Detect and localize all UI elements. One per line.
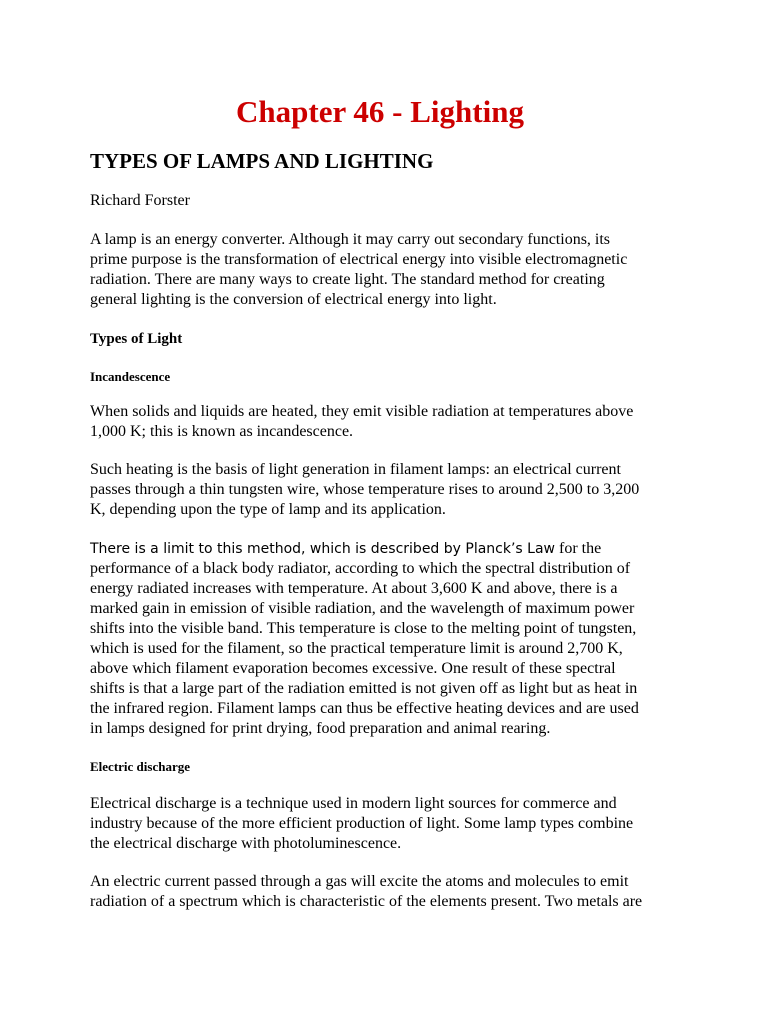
text-line: marked gain in emission of visible radiation, and the wavelength of maximum power (90, 600, 635, 617)
chapter-title: Chapter 46 - Lighting (236, 94, 524, 129)
text-line: A lamp is an energy converter. Although it may carry out secondary functions, its (90, 231, 611, 248)
text-line: K, depending upon the type of lamp and its application. (90, 501, 446, 518)
intro-paragraph (90, 230, 670, 310)
text-line: shifts into the visible band. This temperature is close to the melting point of tungsten, (90, 620, 637, 637)
text-line: Electrical discharge is a technique used in modern light sources for commerce and (90, 795, 617, 812)
text-line: in lamps designed for print drying, food preparation and animal rearing. (90, 720, 551, 737)
incandescence-paragraph-3 (90, 539, 670, 739)
text-line: which is used for the filament, so the practical temperature limit is around 2,700 K, (90, 640, 623, 657)
text-line: radiation of a spectrum which is characteristic of the elements present. Two metals are (90, 893, 643, 910)
text-line: prime purpose is the transformation of electrical energy into visible electromagnetic (90, 251, 628, 268)
text-line: shifts is that a large part of the radiation emitted is not given off as light but as heat in (90, 680, 638, 697)
text-run: for the (555, 540, 602, 557)
text-line: industry because of the more efficient production of light. Some lamp types combine (90, 815, 634, 832)
text-line: above which filament evaporation becomes excessive. One result of these spectral (90, 660, 616, 677)
text-line (90, 539, 670, 559)
incandescence-paragraph-1 (90, 402, 670, 442)
discharge-paragraph-1 (90, 794, 670, 854)
plancks-law-run: There is a limit to this method, which is described by Planck’s Law (90, 541, 556, 557)
text-line: the infrared region. Filament lamps can thus be effective heating devices and are used (90, 700, 639, 717)
section-title: TYPES OF LAMPS AND LIGHTING (90, 149, 434, 173)
incandescence-heading: Incandescence (90, 369, 171, 384)
text-line: passes through a thin tungsten wire, whose temperature rises to around 2,500 to 3,200 (90, 481, 640, 498)
text-line: radiation. There are many ways to create light. The standard method for creating (90, 271, 605, 288)
author-name: Richard Forster (90, 192, 190, 209)
text-line: When solids and liquids are heated, they emit visible radiation at temperatures above (90, 403, 634, 420)
discharge-paragraph-2 (90, 872, 670, 912)
electric-discharge-heading: Electric discharge (90, 759, 190, 774)
text-line: the electrical discharge with photoluminescence. (90, 835, 402, 852)
incandescence-paragraph-2 (90, 460, 670, 520)
text-line: general lighting is the conversion of electrical energy into light. (90, 291, 497, 308)
types-of-light-heading: Types of Light (90, 331, 183, 347)
text-line: 1,000 K; this is known as incandescence. (90, 423, 354, 440)
text-line: performance of a black body radiator, according to which the spectral distribution of (90, 560, 631, 577)
text-line: energy radiated increases with temperature. At about 3,600 K and above, there is a (90, 580, 618, 597)
text-line: An electric current passed through a gas will excite the atoms and molecules to emit (90, 873, 629, 890)
text-line: Such heating is the basis of light generation in filament lamps: an electrical current (90, 461, 621, 478)
